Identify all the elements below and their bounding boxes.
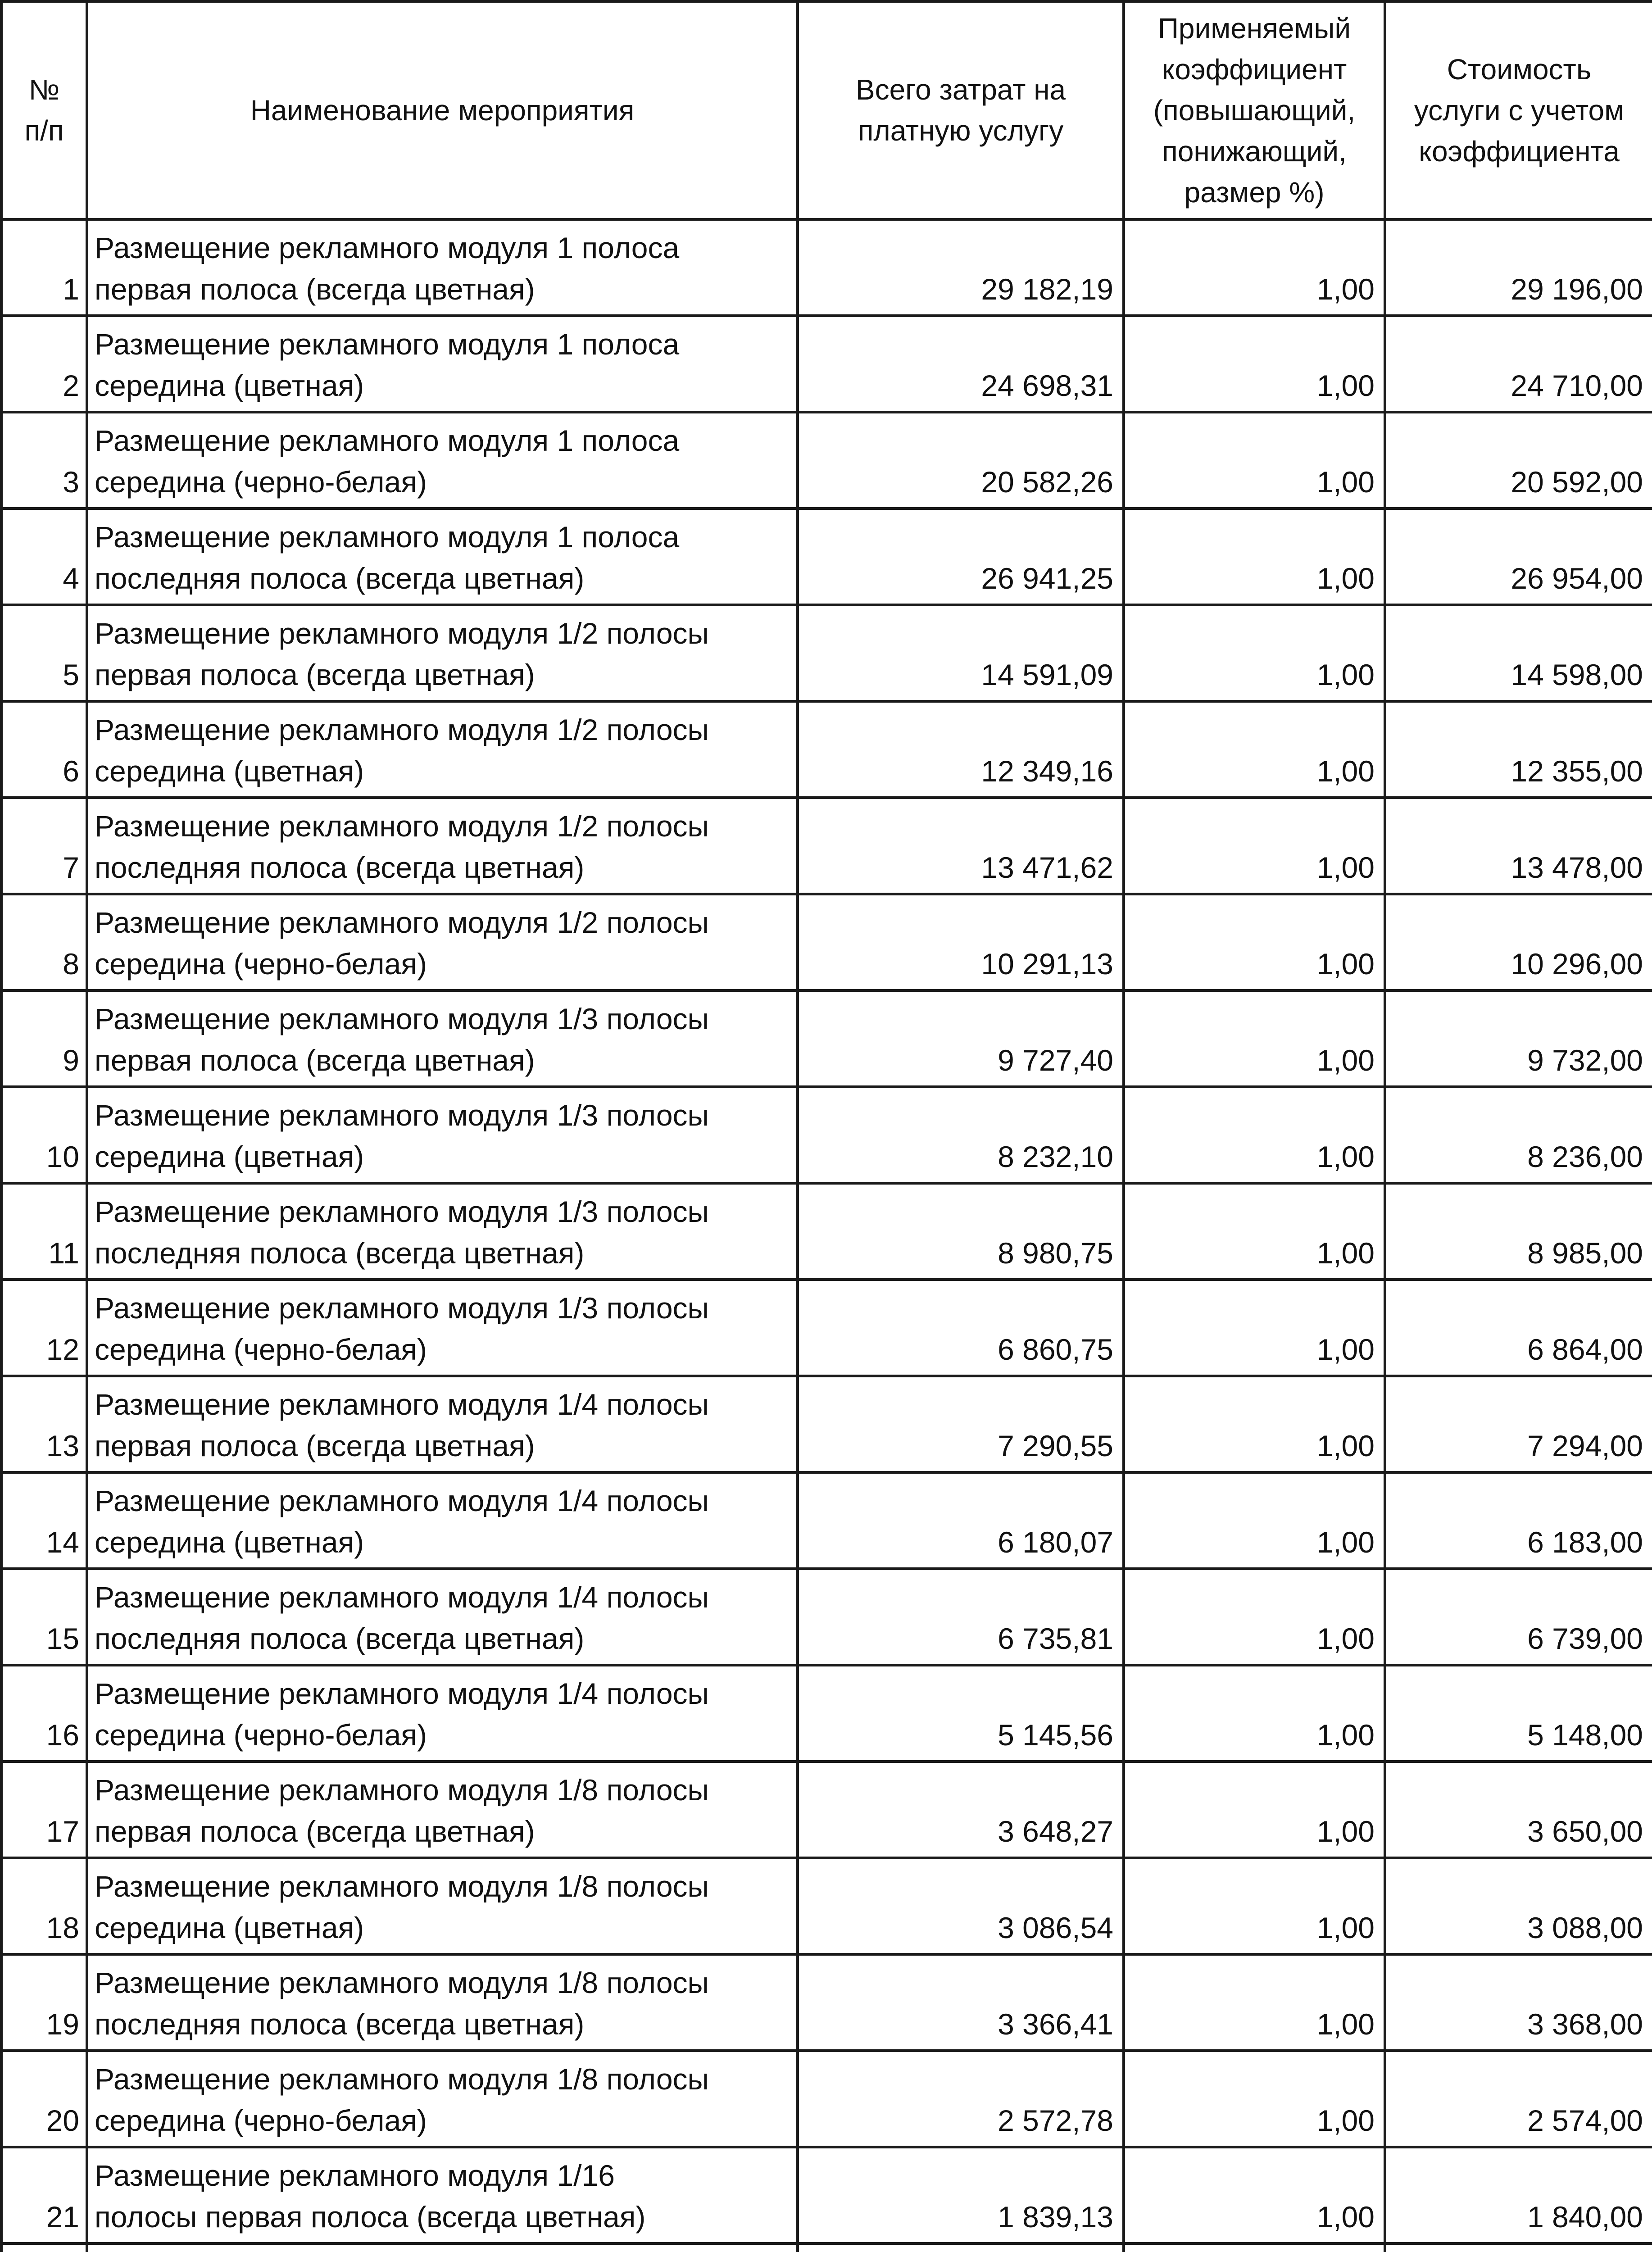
coefficient-value: 1,00 xyxy=(1316,2104,1375,2137)
row-number-cell xyxy=(1,316,87,412)
service-name-cell xyxy=(87,412,798,509)
row-number: 13 xyxy=(46,1429,79,1462)
service-name-line: последняя полоса (всегда цветная) xyxy=(95,851,585,884)
service-name-cell xyxy=(87,1762,798,1858)
coefficient-value: 1,00 xyxy=(1316,2200,1375,2234)
service-name-line: Размещение рекламного модуля 1/8 полосы xyxy=(95,1773,709,1807)
final-cost-cell xyxy=(1385,1472,1652,1569)
row-number: 4 xyxy=(63,562,79,595)
total-cost-cell xyxy=(798,1087,1124,1183)
table-row xyxy=(1,1087,1652,1183)
final-cost-value: 6 739,00 xyxy=(1527,1622,1643,1655)
service-name-cell xyxy=(87,1376,798,1472)
total-cost-cell xyxy=(798,1858,1124,1954)
service-name-line: Размещение рекламного модуля 1/2 полосы xyxy=(95,809,709,843)
service-name-line: Размещение рекламного модуля 1/4 полосы xyxy=(95,1580,709,1614)
coefficient-cell xyxy=(1124,1087,1385,1183)
table-row xyxy=(1,1183,1652,1280)
total-cost-value: 3 086,54 xyxy=(998,1911,1113,1944)
final-cost-cell xyxy=(1385,412,1652,509)
coefficient-cell xyxy=(1124,1376,1385,1472)
table-body xyxy=(1,219,1652,2252)
service-name-line: Размещение рекламного модуля 1/2 полосы xyxy=(95,906,709,939)
final-cost-cell xyxy=(1385,1858,1652,1954)
header-num xyxy=(1,1,87,219)
header-cost-line: коэффициента xyxy=(1419,135,1620,168)
header-total xyxy=(798,1,1124,219)
row-number-cell xyxy=(1,1569,87,1665)
coefficient-cell xyxy=(1124,1472,1385,1569)
service-name-line: Размещение рекламного модуля 1/3 полосы xyxy=(95,1195,709,1228)
total-cost-cell xyxy=(798,1376,1124,1472)
row-number-cell xyxy=(1,1183,87,1280)
final-cost-cell xyxy=(1385,1376,1652,1472)
coefficient-cell xyxy=(1124,2243,1385,2252)
coefficient-value: 1,00 xyxy=(1316,1526,1375,1559)
service-name-line: последняя полоса (всегда цветная) xyxy=(95,1622,585,1655)
header-cost xyxy=(1385,1,1652,219)
row-number-cell xyxy=(1,1665,87,1762)
service-name-line: середина (черно-белая) xyxy=(95,947,427,981)
final-cost-cell xyxy=(1385,1762,1652,1858)
coefficient-value: 1,00 xyxy=(1316,1044,1375,1077)
row-number-cell xyxy=(1,894,87,990)
total-cost-cell xyxy=(798,605,1124,701)
final-cost-value: 3 650,00 xyxy=(1527,1815,1643,1848)
coefficient-cell xyxy=(1124,2147,1385,2243)
service-name-cell xyxy=(87,1665,798,1762)
total-cost-value: 24 698,31 xyxy=(981,369,1113,402)
header-num-line: п/п xyxy=(24,114,64,147)
service-name-cell xyxy=(87,605,798,701)
coefficient-cell xyxy=(1124,1858,1385,1954)
total-cost-value: 8 232,10 xyxy=(998,1140,1113,1173)
coefficient-value: 1,00 xyxy=(1316,1140,1375,1173)
coefficient-value: 1,00 xyxy=(1316,2007,1375,2041)
coefficient-cell xyxy=(1124,1954,1385,2051)
final-cost-cell xyxy=(1385,2147,1652,2243)
service-name-line: середина (черно-белая) xyxy=(95,2104,427,2137)
total-cost-cell xyxy=(798,1569,1124,1665)
service-name-line: середина (черно-белая) xyxy=(95,1718,427,1752)
row-number-cell xyxy=(1,605,87,701)
service-name-line: последняя полоса (всегда цветная) xyxy=(95,562,585,595)
service-name-line: середина (цветная) xyxy=(95,369,364,402)
service-name-line: Размещение рекламного модуля 1/8 полосы xyxy=(95,1870,709,1903)
total-cost-value: 2 572,78 xyxy=(998,2104,1113,2137)
total-cost-cell xyxy=(798,1472,1124,1569)
final-cost-value: 8 236,00 xyxy=(1527,1140,1643,1173)
table-row xyxy=(1,701,1652,798)
coefficient-value: 1,00 xyxy=(1316,947,1375,981)
final-cost-cell xyxy=(1385,1954,1652,2051)
table-row xyxy=(1,1762,1652,1858)
total-cost-value: 13 471,62 xyxy=(981,851,1113,884)
final-cost-value: 10 296,00 xyxy=(1511,947,1643,981)
coefficient-value: 1,00 xyxy=(1316,272,1375,306)
coefficient-value: 1,00 xyxy=(1316,851,1375,884)
row-number: 1 xyxy=(63,272,79,306)
table-row xyxy=(1,894,1652,990)
service-name-cell xyxy=(87,2243,798,2252)
header-coef-line: коэффициент xyxy=(1162,53,1347,86)
final-cost-value: 26 954,00 xyxy=(1511,562,1643,595)
table-row xyxy=(1,2051,1652,2147)
coefficient-value: 1,00 xyxy=(1316,1718,1375,1752)
table-row xyxy=(1,1665,1652,1762)
final-cost-cell xyxy=(1385,1087,1652,1183)
row-number: 7 xyxy=(63,851,79,884)
total-cost-value: 8 980,75 xyxy=(998,1236,1113,1270)
final-cost-cell xyxy=(1385,2051,1652,2147)
row-number-cell xyxy=(1,1087,87,1183)
service-name-line: середина (черно-белая) xyxy=(95,465,427,499)
table-row xyxy=(1,2243,1652,2252)
coefficient-value: 1,00 xyxy=(1316,369,1375,402)
service-name-line: Размещение рекламного модуля 1/4 полосы xyxy=(95,1484,709,1517)
header-name xyxy=(87,1,798,219)
total-cost-cell xyxy=(798,2147,1124,2243)
coefficient-value: 1,00 xyxy=(1316,465,1375,499)
final-cost-cell xyxy=(1385,701,1652,798)
total-cost-value: 3 648,27 xyxy=(998,1815,1113,1848)
header-coef-line: (повышающий, xyxy=(1153,94,1356,127)
service-name-line: середина (цветная) xyxy=(95,1140,364,1173)
service-name-line: Размещение рекламного модуля 1/4 полосы xyxy=(95,1388,709,1421)
table-row xyxy=(1,605,1652,701)
final-cost-value: 6 864,00 xyxy=(1527,1333,1643,1366)
service-name-line: Размещение рекламного модуля 1 полоса xyxy=(95,327,680,361)
header-num-line: № xyxy=(28,73,60,106)
table-row xyxy=(1,1954,1652,2051)
row-number-cell xyxy=(1,2243,87,2252)
total-cost-value: 6 735,81 xyxy=(998,1622,1113,1655)
coefficient-cell xyxy=(1124,701,1385,798)
total-cost-value: 9 727,40 xyxy=(998,1044,1113,1077)
coefficient-cell xyxy=(1124,1183,1385,1280)
coefficient-value: 1,00 xyxy=(1316,1236,1375,1270)
service-name-line: первая полоса (всегда цветная) xyxy=(95,1815,535,1848)
coefficient-cell xyxy=(1124,509,1385,605)
row-number-cell xyxy=(1,1376,87,1472)
total-cost-cell xyxy=(798,798,1124,894)
final-cost-value: 8 985,00 xyxy=(1527,1236,1643,1270)
row-number: 17 xyxy=(46,1815,79,1848)
row-number-cell xyxy=(1,1762,87,1858)
row-number-cell xyxy=(1,990,87,1087)
total-cost-cell xyxy=(798,412,1124,509)
service-name-line: Размещение рекламного модуля 1/4 полосы xyxy=(95,1677,709,1710)
table-row xyxy=(1,1376,1652,1472)
coefficient-value: 1,00 xyxy=(1316,562,1375,595)
coefficient-cell xyxy=(1124,1762,1385,1858)
service-name-cell xyxy=(87,2051,798,2147)
final-cost-value: 6 183,00 xyxy=(1527,1526,1643,1559)
total-cost-value: 6 180,07 xyxy=(998,1526,1113,1559)
row-number: 9 xyxy=(63,1044,79,1077)
coefficient-value: 1,00 xyxy=(1316,1333,1375,1366)
service-name-line: первая полоса (всегда цветная) xyxy=(95,272,535,306)
header-coef xyxy=(1124,1,1385,219)
service-name-cell xyxy=(87,1280,798,1376)
service-name-line: середина (черно-белая) xyxy=(95,1333,427,1366)
service-name-line: первая полоса (всегда цветная) xyxy=(95,658,535,691)
row-number: 11 xyxy=(48,1236,79,1270)
coefficient-value: 1,00 xyxy=(1316,1622,1375,1655)
coefficient-value: 1,00 xyxy=(1316,754,1375,788)
row-number: 19 xyxy=(46,2007,79,2041)
final-cost-cell xyxy=(1385,990,1652,1087)
service-name-line: Размещение рекламного модуля 1/8 полосы xyxy=(95,2062,709,2096)
coefficient-cell xyxy=(1124,1569,1385,1665)
total-cost-cell xyxy=(798,894,1124,990)
row-number-cell xyxy=(1,509,87,605)
coefficient-value: 1,00 xyxy=(1316,1429,1375,1462)
final-cost-cell xyxy=(1385,219,1652,316)
final-cost-cell xyxy=(1385,1183,1652,1280)
service-name-cell xyxy=(87,1858,798,1954)
final-cost-value: 1 840,00 xyxy=(1527,2200,1643,2234)
final-cost-value: 20 592,00 xyxy=(1511,465,1643,499)
total-cost-cell xyxy=(798,1280,1124,1376)
row-number-cell xyxy=(1,701,87,798)
table-row xyxy=(1,1280,1652,1376)
header-total-line: платную услугу xyxy=(858,114,1064,147)
service-name-line: полосы первая полоса (всегда цветная) xyxy=(95,2200,646,2234)
final-cost-value: 3 368,00 xyxy=(1527,2007,1643,2041)
service-name-cell xyxy=(87,1472,798,1569)
coefficient-cell xyxy=(1124,990,1385,1087)
row-number-cell xyxy=(1,1954,87,2051)
coefficient-value: 1,00 xyxy=(1316,1815,1375,1848)
total-cost-cell xyxy=(798,990,1124,1087)
service-name-line: Размещение рекламного модуля 1/3 полосы xyxy=(95,1002,709,1035)
row-number: 6 xyxy=(63,754,79,788)
table-row xyxy=(1,1569,1652,1665)
service-name-line: Размещение рекламного модуля 1 полоса xyxy=(95,424,680,457)
table-row xyxy=(1,316,1652,412)
service-name-cell xyxy=(87,1183,798,1280)
total-cost-cell xyxy=(798,2051,1124,2147)
row-number-cell xyxy=(1,1472,87,1569)
table-row xyxy=(1,2147,1652,2243)
table-row xyxy=(1,990,1652,1087)
total-cost-value: 10 291,13 xyxy=(981,947,1113,981)
final-cost-value: 2 574,00 xyxy=(1527,2104,1643,2137)
service-name-line: середина (цветная) xyxy=(95,754,364,788)
service-name-cell xyxy=(87,701,798,798)
service-name-cell xyxy=(87,316,798,412)
service-name-cell xyxy=(87,509,798,605)
service-name-cell xyxy=(87,990,798,1087)
total-cost-cell xyxy=(798,316,1124,412)
service-name-line: последняя полоса (всегда цветная) xyxy=(95,1236,585,1270)
final-cost-value: 7 294,00 xyxy=(1527,1429,1643,1462)
total-cost-value: 1 839,13 xyxy=(998,2200,1113,2234)
service-name-line: последняя полоса (всегда цветная) xyxy=(95,2007,585,2041)
row-number-cell xyxy=(1,219,87,316)
row-number: 20 xyxy=(46,2104,79,2137)
header-coef-line: понижающий, xyxy=(1162,135,1347,168)
total-cost-cell xyxy=(798,1954,1124,2051)
service-name-line: Размещение рекламного модуля 1/3 полосы xyxy=(95,1291,709,1325)
row-number: 21 xyxy=(46,2200,79,2234)
service-name-line: Размещение рекламного модуля 1 полоса xyxy=(95,231,680,264)
service-name-cell xyxy=(87,1954,798,2051)
final-cost-value: 5 148,00 xyxy=(1527,1718,1643,1752)
row-number: 18 xyxy=(46,1911,79,1944)
coefficient-cell xyxy=(1124,798,1385,894)
table-row xyxy=(1,1472,1652,1569)
table-header xyxy=(1,1,1652,219)
coefficient-cell xyxy=(1124,894,1385,990)
final-cost-cell xyxy=(1385,894,1652,990)
row-number: 2 xyxy=(63,369,79,402)
service-name-line: Размещение рекламного модуля 1 полоса xyxy=(95,520,680,554)
row-number-cell xyxy=(1,798,87,894)
coefficient-cell xyxy=(1124,605,1385,701)
row-number: 5 xyxy=(63,658,79,691)
header-row xyxy=(1,1,1652,219)
final-cost-cell xyxy=(1385,605,1652,701)
row-number: 12 xyxy=(46,1333,79,1366)
coefficient-cell xyxy=(1124,1665,1385,1762)
table-row xyxy=(1,219,1652,316)
coefficient-value: 1,00 xyxy=(1316,658,1375,691)
service-name-line: середина (цветная) xyxy=(95,1526,364,1559)
table-row xyxy=(1,798,1652,894)
total-cost-value: 5 145,56 xyxy=(998,1718,1113,1752)
header-cost-line: услуги с учетом xyxy=(1414,94,1625,127)
final-cost-cell xyxy=(1385,316,1652,412)
row-number: 15 xyxy=(46,1622,79,1655)
final-cost-cell xyxy=(1385,2243,1652,2252)
coefficient-cell xyxy=(1124,316,1385,412)
total-cost-cell xyxy=(798,1665,1124,1762)
final-cost-value: 14 598,00 xyxy=(1511,658,1643,691)
row-number: 3 xyxy=(63,465,79,499)
row-number: 16 xyxy=(46,1718,79,1752)
service-name-line: первая полоса (всегда цветная) xyxy=(95,1429,535,1462)
coefficient-cell xyxy=(1124,2051,1385,2147)
total-cost-cell xyxy=(798,509,1124,605)
service-name-line: Размещение рекламного модуля 1/3 полосы xyxy=(95,1099,709,1132)
final-cost-value: 29 196,00 xyxy=(1511,272,1643,306)
total-cost-value: 7 290,55 xyxy=(998,1429,1113,1462)
coefficient-cell xyxy=(1124,219,1385,316)
row-number-cell xyxy=(1,2147,87,2243)
row-number-cell xyxy=(1,1858,87,1954)
coefficient-value: 1,00 xyxy=(1316,1911,1375,1944)
header-coef-line: Применяемый xyxy=(1157,12,1351,45)
table-row xyxy=(1,509,1652,605)
header-total-line: Всего затрат на xyxy=(855,73,1066,106)
total-cost-value: 14 591,09 xyxy=(981,658,1113,691)
final-cost-cell xyxy=(1385,1665,1652,1762)
final-cost-cell xyxy=(1385,798,1652,894)
service-name-line: Размещение рекламного модуля 1/8 полосы xyxy=(95,1966,709,1999)
service-name-cell xyxy=(87,2147,798,2243)
coefficient-cell xyxy=(1124,412,1385,509)
service-name-cell xyxy=(87,894,798,990)
total-cost-value: 26 941,25 xyxy=(981,562,1113,595)
header-name-line: Наименование мероприятия xyxy=(250,94,635,127)
service-name-line: первая полоса (всегда цветная) xyxy=(95,1044,535,1077)
coefficient-cell xyxy=(1124,1280,1385,1376)
service-name-line: Размещение рекламного модуля 1/16 xyxy=(95,2159,615,2192)
total-cost-value: 6 860,75 xyxy=(998,1333,1113,1366)
row-number-cell xyxy=(1,412,87,509)
total-cost-cell xyxy=(798,2243,1124,2252)
header-coef-line: размер %) xyxy=(1184,176,1325,209)
row-number: 10 xyxy=(46,1140,79,1173)
table-row xyxy=(1,412,1652,509)
total-cost-value: 3 366,41 xyxy=(998,2007,1113,2041)
total-cost-value: 20 582,26 xyxy=(981,465,1113,499)
service-name-line: середина (цветная) xyxy=(95,1911,364,1944)
total-cost-cell xyxy=(798,1762,1124,1858)
row-number: 14 xyxy=(46,1526,79,1559)
final-cost-cell xyxy=(1385,509,1652,605)
total-cost-cell xyxy=(798,1183,1124,1280)
final-cost-value: 3 088,00 xyxy=(1527,1911,1643,1944)
row-number: 8 xyxy=(63,947,79,981)
final-cost-cell xyxy=(1385,1280,1652,1376)
header-cost-line: Стоимость xyxy=(1447,53,1592,86)
row-number-cell xyxy=(1,1280,87,1376)
row-number-cell xyxy=(1,2051,87,2147)
final-cost-value: 24 710,00 xyxy=(1511,369,1643,402)
total-cost-cell xyxy=(798,219,1124,316)
total-cost-cell xyxy=(798,701,1124,798)
final-cost-value: 13 478,00 xyxy=(1511,851,1643,884)
service-name-cell xyxy=(87,219,798,316)
table-row xyxy=(1,1858,1652,1954)
service-name-line: Размещение рекламного модуля 1/2 полосы xyxy=(95,713,709,746)
total-cost-value: 29 182,19 xyxy=(981,272,1113,306)
final-cost-value: 12 355,00 xyxy=(1511,754,1643,788)
service-name-cell xyxy=(87,798,798,894)
total-cost-value: 12 349,16 xyxy=(981,754,1113,788)
service-name-cell xyxy=(87,1569,798,1665)
service-name-cell xyxy=(87,1087,798,1183)
service-name-line: Размещение рекламного модуля 1/2 полосы xyxy=(95,617,709,650)
final-cost-value: 9 732,00 xyxy=(1527,1044,1643,1077)
final-cost-cell xyxy=(1385,1569,1652,1665)
